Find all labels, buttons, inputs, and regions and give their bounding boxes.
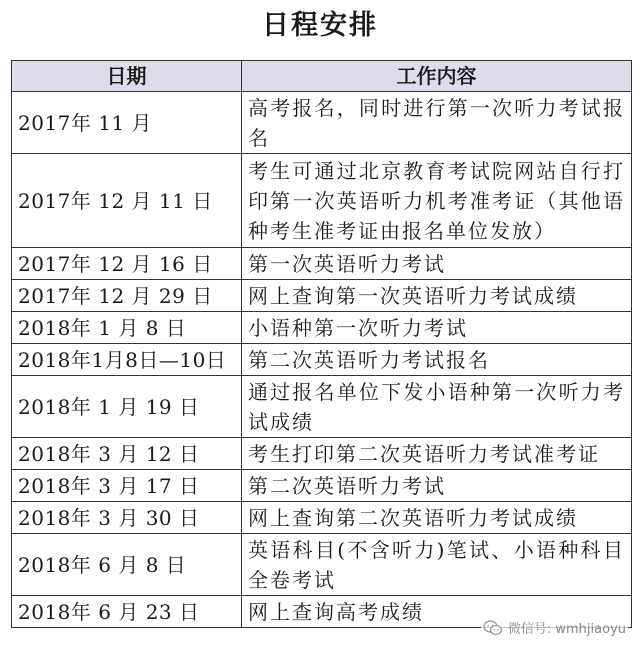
watermark-text: 微信号: wmhjiaoyu xyxy=(507,622,626,637)
table-row xyxy=(12,438,632,470)
date-cell: 2018年1月8日—10日 xyxy=(12,344,242,376)
table-row xyxy=(12,502,632,534)
work-cell: 第二次英语听力考试 xyxy=(242,470,632,502)
table-header-row xyxy=(12,61,632,92)
wechat-icon xyxy=(483,620,503,636)
work-cell: 网上查询第一次英语听力考试成绩 xyxy=(242,280,632,312)
work-cell: 考生可通过北京教育考试院网站自行打印第一次英语听力机考准考证（其他语种考生准考证由报名单位发放） xyxy=(242,154,632,248)
page-title: 日程安排 xyxy=(262,10,378,41)
work-cell: 第二次英语听力考试报名 xyxy=(242,344,632,376)
work-cell: 英语科目(不含听力)笔试、小语种科目全卷考试 xyxy=(242,534,632,596)
table-row xyxy=(12,376,632,438)
date-cell: 2017年 12 月 29 日 xyxy=(12,280,242,312)
table-row xyxy=(12,154,632,248)
work-cell: 小语种第一次听力考试 xyxy=(242,312,632,344)
wechat-watermark xyxy=(481,618,628,637)
schedule-table xyxy=(11,60,632,628)
date-cell: 2018年 6 月 8 日 xyxy=(12,534,242,596)
date-cell: 2018年 1 月 8 日 xyxy=(12,312,242,344)
date-cell: 2018年 3 月 17 日 xyxy=(12,470,242,502)
date-cell: 2018年 3 月 30 日 xyxy=(12,502,242,534)
header-date: 日期 xyxy=(12,61,242,92)
date-cell: 2017年 12 月 11 日 xyxy=(12,154,242,248)
work-cell: 考生打印第二次英语听力考试准考证 xyxy=(242,438,632,470)
date-cell: 2017年 12 月 16 日 xyxy=(12,248,242,280)
table-row xyxy=(12,280,632,312)
work-cell: 网上查询高考成绩 xyxy=(242,596,632,628)
table-row xyxy=(12,92,632,154)
date-cell: 2018年 3 月 12 日 xyxy=(12,438,242,470)
date-cell: 2018年 1 月 19 日 xyxy=(12,376,242,438)
header-work: 工作内容 xyxy=(242,61,632,92)
date-cell: 2017年 11 月 xyxy=(12,92,242,154)
work-cell: 网上查询第二次英语听力考试成绩 xyxy=(242,502,632,534)
table-row xyxy=(12,470,632,502)
date-cell: 2018年 6 月 23 日 xyxy=(12,596,242,628)
table-row xyxy=(12,248,632,280)
work-cell: 通过报名单位下发小语种第一次听力考试成绩 xyxy=(242,376,632,438)
table-row xyxy=(12,344,632,376)
work-cell: 第一次英语听力考试 xyxy=(242,248,632,280)
work-cell: 高考报名，同时进行第一次听力考试报名 xyxy=(242,92,632,154)
table-row xyxy=(12,312,632,344)
table-row xyxy=(12,534,632,596)
